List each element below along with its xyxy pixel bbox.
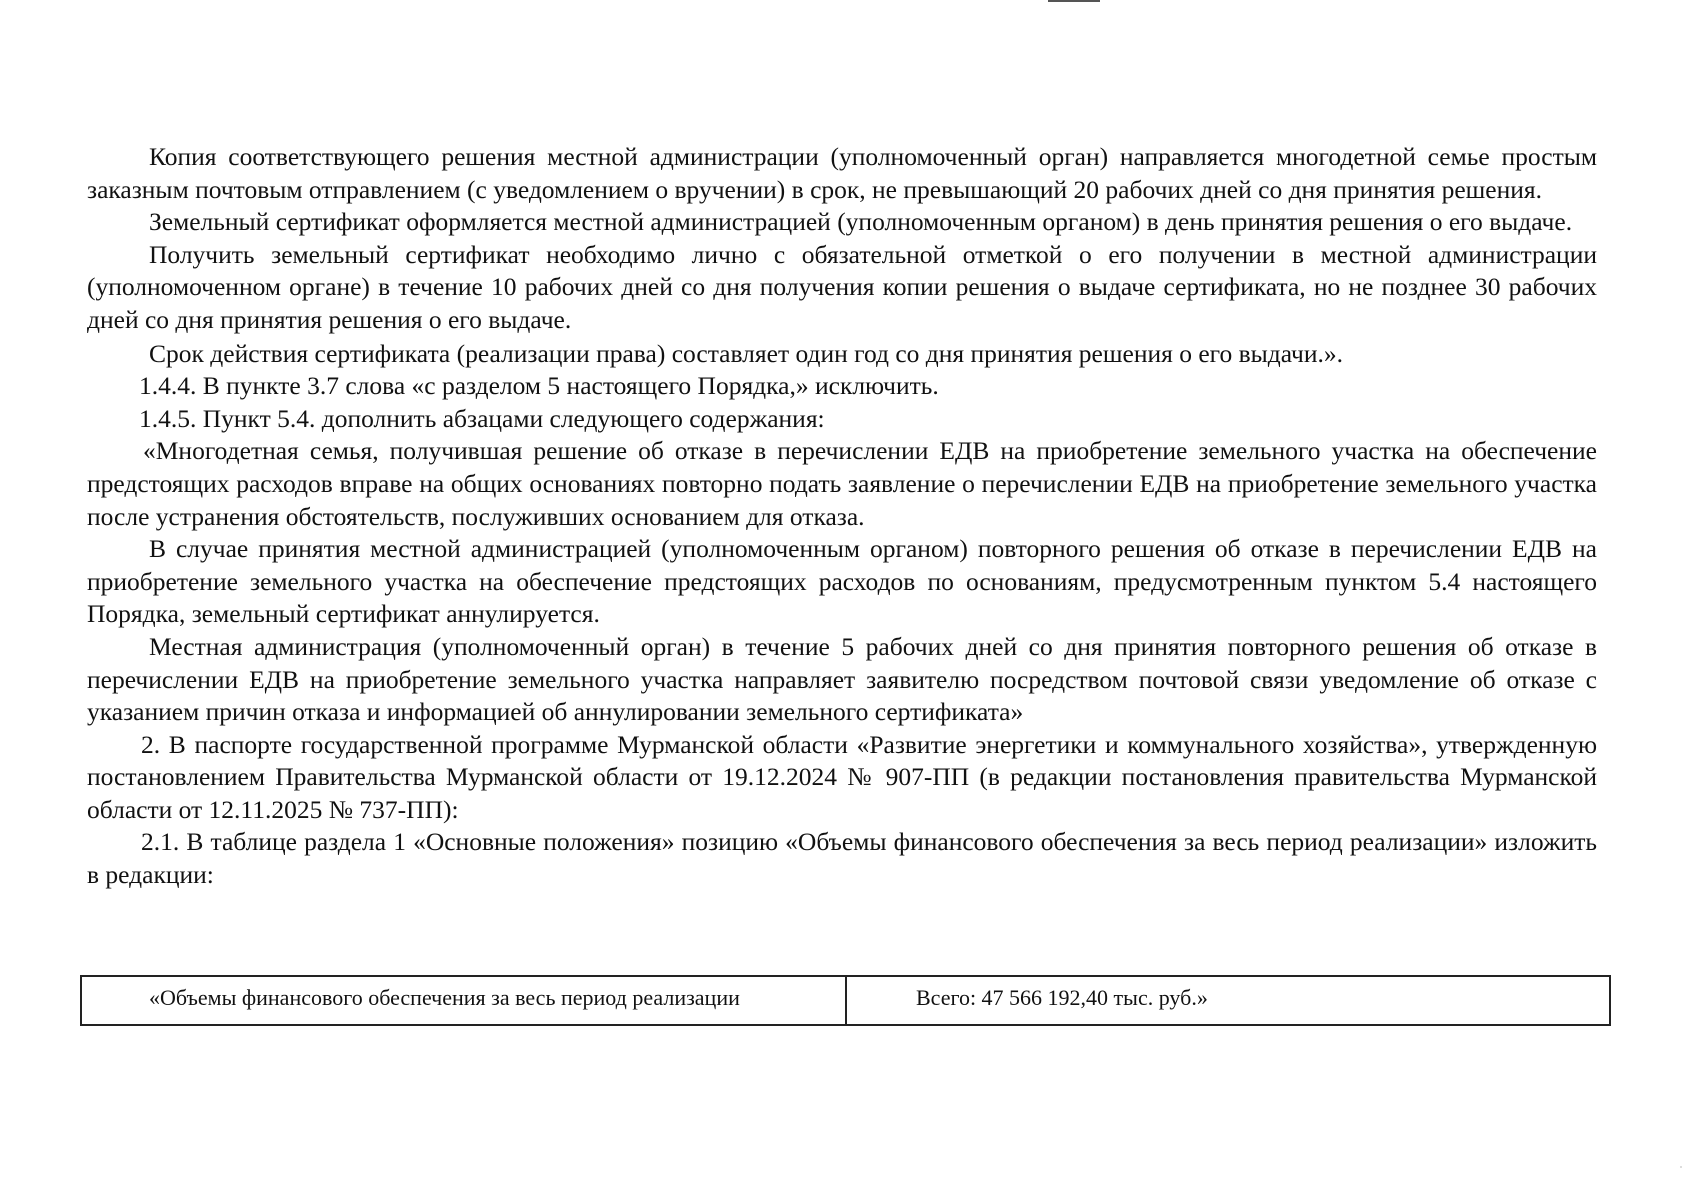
paragraph-copy-of-decision: Копия соответствующего решения местной администрации (уполномоченный орган) направляется многодетной семье простым заказным почтовым отправлением (с уведомлением о вручении) в срок, не превышающий 20 рабочих дней со дня принятия решения. [87, 142, 1597, 204]
finance-table [80, 975, 1611, 1026]
document-body [87, 140, 1597, 892]
paragraph-item-2-1: 2.1. В таблице раздела 1 «Основные положения» позицию «Объемы финансового обеспечения за весь период реализации» изложить в редакции: [87, 827, 1597, 890]
paragraph-refusal-reapply: «Многодетная семья, получившая решение об отказе в перечислении ЕДВ на приобретение земельного участка на обеспечение предстоящих расходов вправе на общих основаниях повторно подать заявление о перечислении ЕДВ на приобретение земельного участка после устранения обстоятельств, послуживших основанием для отказа. [87, 436, 1597, 531]
finance-table-label-cell: «Объемы финансового обеспечения за весь период реализации [82, 977, 847, 1024]
scan-speck [1680, 1166, 1682, 1168]
paragraph-receive-certificate: Получить земельный сертификат необходимо лично с обязательной отметкой о его получении в местной администрации (уполномоченном органе) в течение 10 рабочих дней со дня получения копии решения о выдаче сертификата, но не позднее 30 рабочих дней со дня принятия решения о его выдаче. [87, 239, 1597, 334]
finance-table-value-cell: Всего: 47 566 192,40 тыс. руб.» [916, 985, 1208, 1010]
paragraph-validity-period: Срок действия сертификата (реализации права) составляет один год со дня принятия решения о его выдачи.». [149, 338, 1344, 368]
page-top-mark [1048, 0, 1100, 2]
paragraph-item-1-4-5: 1.4.5. Пункт 5.4. дополнить абзацами следующего содержания: [139, 403, 825, 433]
paragraph-repeated-refusal: В случае принятия местной администрацией (уполномоченным органом) повторного решения об отказе в перечислении ЕДВ на приобретение земельного участка на обеспечение предстоящих расходов по основаниям, предусмотренным пунктом 5.4 настоящего Порядка, земельный сертификат аннулируется. [87, 534, 1597, 629]
paragraph-item-1-4-4: 1.4.4. В пункте 3.7 слова «с разделом 5 настоящего Порядка,» исключить. [139, 371, 939, 401]
paragraph-certificate-issued: Земельный сертификат оформляется местной администрацией (уполномоченным органом) в день принятия решения о его выдаче. [149, 207, 1573, 237]
paragraph-notification: Местная администрация (уполномоченный орган) в течение 5 рабочих дней со дня принятия повторного решения об отказе в перечислении ЕДВ на приобретение земельного участка направляет заявителю посредством почтовой связи уведомление об отказе с указанием причин отказа и информацией об аннулировании земельного сертификата» [87, 631, 1597, 727]
paragraph-item-2: 2. В паспорте государственной программе Мурманской области «Развитие энергетики и коммунального хозяйства», утвержденную постановлением Правительства Мурманской области от 19.12.2024 № 907-ПП (в редакции постановления правительства Мурманской области от 12.11.2025 № 737-ПП): [87, 729, 1597, 824]
